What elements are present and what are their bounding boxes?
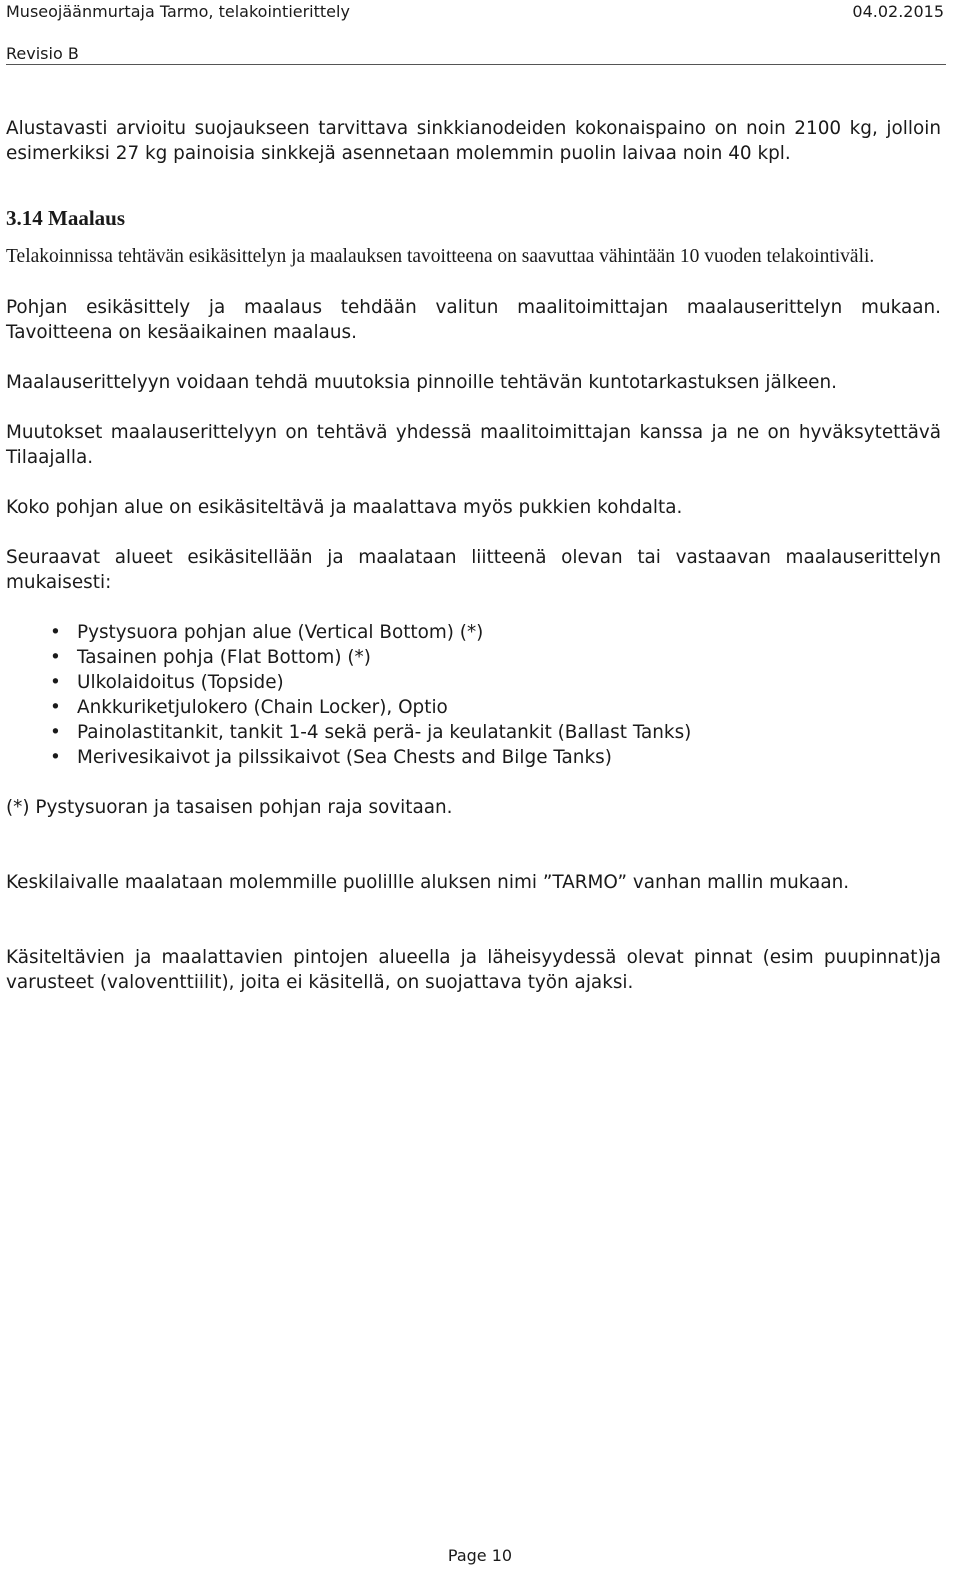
page-number: Page 10 — [447, 1546, 513, 1565]
document-revision: Revisio B — [6, 44, 79, 63]
list-item: • Pystysuora pohjan alue (Vertical Bottom) (*) — [50, 622, 484, 643]
paragraph-protection: Käsiteltävien ja maalattavien pintojen alueella ja läheisyydessä olevat pinnat (esim puupinnat)ja varusteet (valoventtiilit), joita ei käsitellä, on suojattava työn ajaksi. — [6, 947, 941, 993]
document-body — [6, 116, 941, 995]
list-item: • Painolastitankit, tankit 1-4 sekä perä- ja keulatankit (Ballast Tanks) — [50, 722, 692, 743]
page-header — [6, 0, 946, 65]
paragraph-whole-bottom: Koko pohjan alue on esikäsiteltävä ja maalattava myös pukkien kohdalta. — [6, 497, 683, 518]
areas-list — [6, 620, 941, 770]
bullet-icon: • — [50, 622, 61, 643]
note-paragraph: (*) Pystysuoran ja tasaisen pohjan raja sovitaan. — [6, 797, 453, 818]
document-date: 04.02.2015 — [852, 2, 944, 21]
list-item: • Merivesikaivot ja pilssikaivot (Sea Chests and Bilge Tanks) — [50, 747, 612, 768]
list-item: • Ulkolaidoitus (Topside) — [50, 672, 284, 693]
bullet-icon: • — [50, 672, 61, 693]
bullet-icon: • — [50, 697, 61, 718]
paragraph-ship-name: Keskilaivalle maalataan molemmille puolillle aluksen nimi ”TARMO” vanhan mallin mukaan. — [6, 872, 850, 893]
paragraph-changes: Maalauserittelyyn voidaan tehdä muutoksia pinnoille tehtävän kuntotarkastuksen jälkeen. — [6, 372, 837, 393]
list-item: • Ankkuriketjulokero (Chain Locker), Optio — [50, 697, 448, 718]
list-item: • Tasainen pohja (Flat Bottom) (*) — [50, 647, 371, 668]
paragraph-goal: Telakoinnissa tehtävän esikäsittelyn ja maalauksen tavoitteena on saavuttaa vähintään 10 vuoden telakointiväli. — [6, 246, 875, 267]
section-heading: 3.14 Maalaus — [6, 206, 126, 230]
paragraph-approval: Muutokset maalauserittelyyn on tehtävä yhdessä maalitoimittajan kanssa ja ne on hyväksytettävä Tilaajalla. — [6, 422, 941, 468]
document-title: Museojäänmurtaja Tarmo, telakointierittely — [6, 2, 350, 21]
bullet-icon: • — [50, 722, 61, 743]
paragraph-areas-intro: Seuraavat alueet esikäsitellään ja maalataan liitteenä olevan tai vastaavan maalauserittelyn mukaisesti: — [6, 547, 941, 593]
intro-paragraph: Alustavasti arvioitu suojaukseen tarvittava sinkkianodeiden kokonaispaino on noin 2100 kg, jolloin esimerkiksi 27 kg painoisia sinkkejä asennetaan molemmin puolin laivaa noin 40 kpl. — [6, 118, 941, 164]
bullet-icon: • — [50, 747, 61, 768]
paragraph-pretreatment: Pohjan esikäsittely ja maalaus tehdään valitun maalitoimittajan maalauserittelyn mukaan. Tavoitteena on kesäaikainen maalaus. — [6, 297, 941, 343]
bullet-icon: • — [50, 647, 61, 668]
